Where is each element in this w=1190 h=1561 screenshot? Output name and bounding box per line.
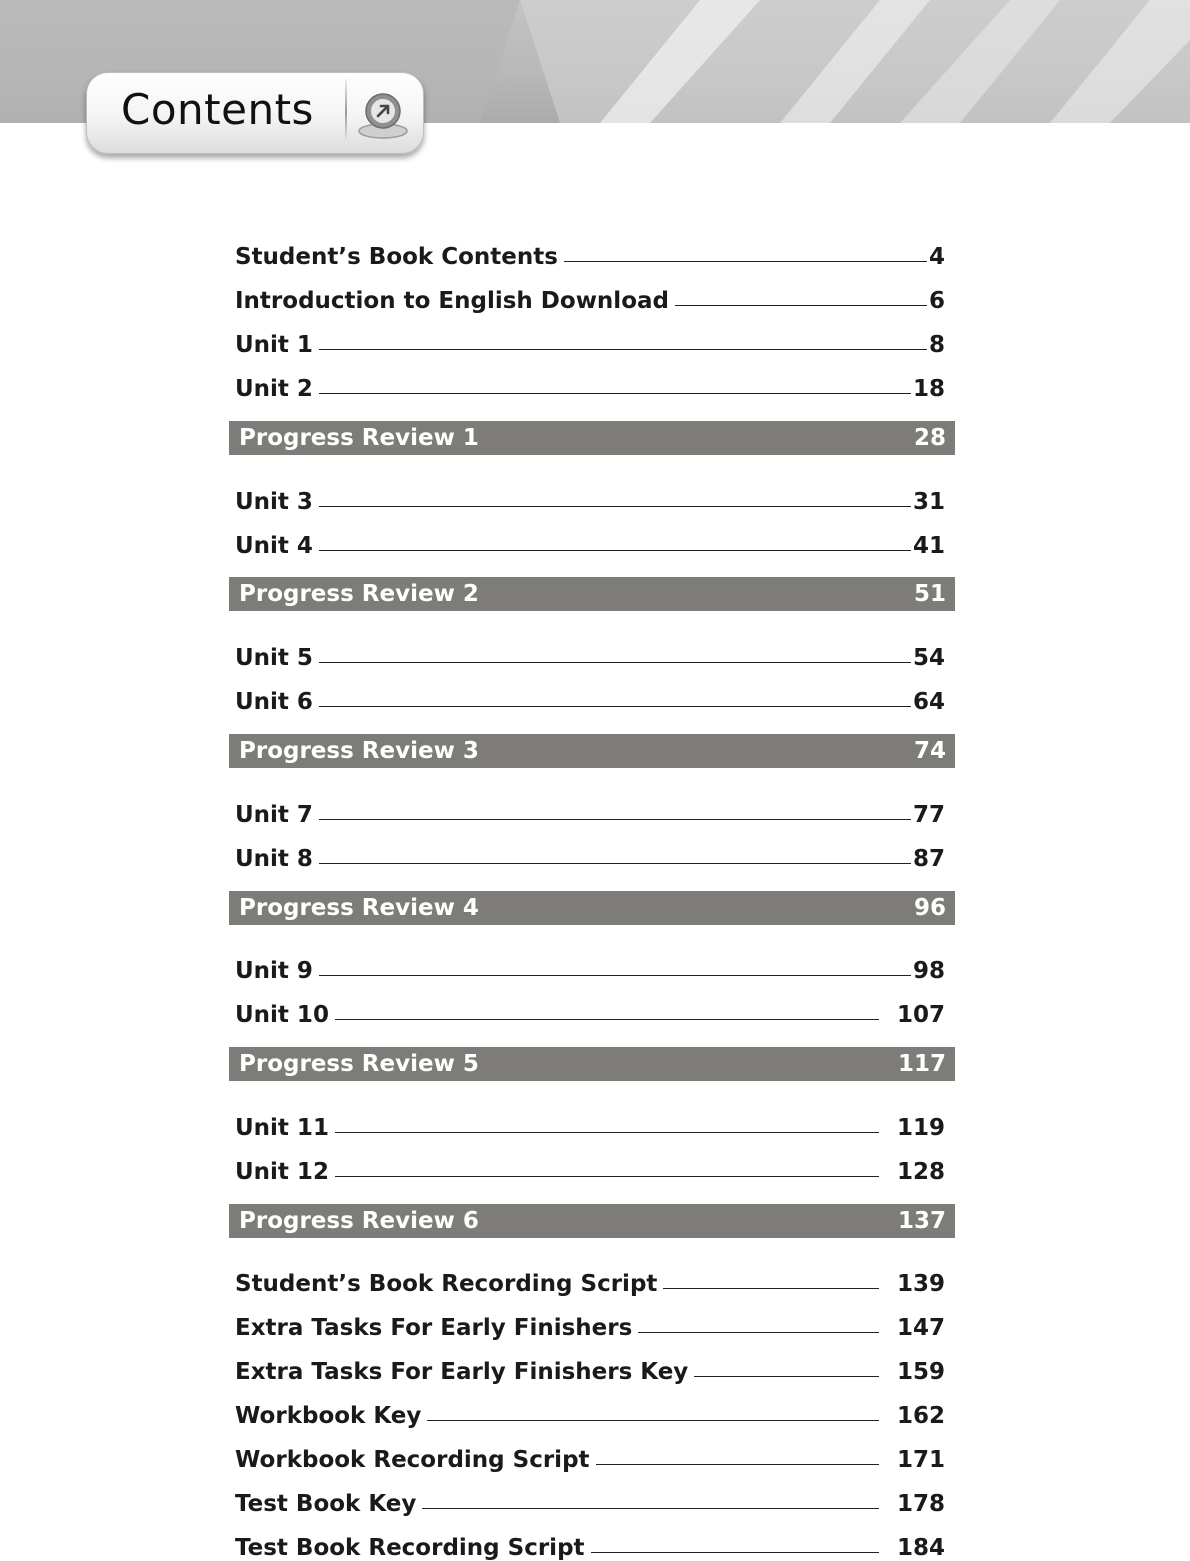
toc-page-number: 147 bbox=[896, 1315, 945, 1341]
toc-label: Progress Review 6 bbox=[239, 1208, 479, 1234]
toc-page-number: 4 bbox=[928, 244, 945, 270]
toc-label: Introduction to English Download bbox=[235, 288, 669, 314]
toc-page-number: 96 bbox=[913, 895, 946, 921]
toc-page-number: 64 bbox=[912, 689, 945, 715]
toc-page-number: 8 bbox=[928, 332, 945, 358]
toc-label: Extra Tasks For Early Finishers Key bbox=[235, 1359, 689, 1385]
progress-review-bar[interactable] bbox=[229, 421, 955, 455]
toc-page-number: 54 bbox=[912, 645, 945, 671]
toc-label: Workbook Key bbox=[235, 1403, 422, 1429]
toc-label: Unit 3 bbox=[235, 489, 313, 515]
dot-leader bbox=[663, 1287, 879, 1289]
toc-entry[interactable] bbox=[235, 631, 945, 671]
toc-label: Extra Tasks For Early Finishers bbox=[235, 1315, 633, 1341]
dot-leader bbox=[319, 661, 911, 663]
dot-leader bbox=[319, 974, 911, 976]
toc-label: Unit 7 bbox=[235, 802, 313, 828]
toc-label: Unit 4 bbox=[235, 533, 313, 559]
dot-leader bbox=[319, 705, 911, 707]
toc-entry[interactable] bbox=[235, 362, 945, 402]
toc-entry[interactable] bbox=[235, 675, 945, 715]
toc-label: Test Book Key bbox=[235, 1491, 417, 1517]
toc-entry[interactable] bbox=[235, 788, 945, 828]
toc-page-number: 128 bbox=[896, 1159, 945, 1185]
dot-leader bbox=[596, 1463, 879, 1465]
toc-entry[interactable] bbox=[235, 1345, 945, 1385]
dot-leader bbox=[319, 392, 911, 394]
toc-entry[interactable] bbox=[235, 988, 945, 1028]
toc-label: Unit 2 bbox=[235, 376, 313, 402]
progress-review-bar[interactable] bbox=[229, 577, 955, 611]
progress-review-bar[interactable] bbox=[229, 734, 955, 768]
toc-label: Student’s Book Contents bbox=[235, 244, 558, 270]
dot-leader bbox=[335, 1175, 879, 1177]
toc-label: Student’s Book Recording Script bbox=[235, 1271, 658, 1297]
toc-label: Unit 12 bbox=[235, 1159, 329, 1185]
dot-leader bbox=[335, 1018, 879, 1020]
toc-page-number: 137 bbox=[897, 1208, 946, 1234]
toc-label: Unit 9 bbox=[235, 958, 313, 984]
page-title: Contents bbox=[121, 85, 314, 134]
toc-label: Unit 8 bbox=[235, 846, 313, 872]
dot-leader bbox=[319, 818, 911, 820]
toc-entry[interactable] bbox=[235, 318, 945, 358]
arrow-button-icon bbox=[355, 87, 411, 141]
toc-label: Progress Review 5 bbox=[239, 1051, 479, 1077]
progress-review-bar[interactable] bbox=[229, 891, 955, 925]
toc-label: Unit 11 bbox=[235, 1115, 329, 1141]
dot-leader bbox=[675, 304, 927, 306]
toc-label: Workbook Recording Script bbox=[235, 1447, 590, 1473]
toc-page-number: 119 bbox=[896, 1115, 945, 1141]
toc-page-number: 184 bbox=[896, 1535, 945, 1561]
toc-entry[interactable] bbox=[235, 1145, 945, 1185]
toc-label: Progress Review 1 bbox=[239, 425, 479, 451]
dot-leader bbox=[427, 1419, 879, 1421]
toc-page-number: 107 bbox=[896, 1002, 945, 1028]
toc-entry[interactable] bbox=[235, 519, 945, 559]
toc-entry[interactable] bbox=[235, 1477, 945, 1517]
toc-page-number: 117 bbox=[897, 1051, 946, 1077]
toc-entry[interactable] bbox=[235, 944, 945, 984]
toc-entry[interactable] bbox=[235, 1257, 945, 1297]
toc-page-number: 139 bbox=[896, 1271, 945, 1297]
dot-leader bbox=[638, 1331, 879, 1333]
toc-page-number: 31 bbox=[912, 489, 945, 515]
toc-page-number: 77 bbox=[912, 802, 945, 828]
toc-label: Unit 5 bbox=[235, 645, 313, 671]
toc-page-number: 28 bbox=[913, 425, 946, 451]
toc-label: Unit 6 bbox=[235, 689, 313, 715]
toc-label: Progress Review 2 bbox=[239, 581, 479, 607]
dot-leader bbox=[319, 549, 911, 551]
toc-page-number: 74 bbox=[913, 738, 946, 764]
dot-leader bbox=[319, 505, 911, 507]
toc-page-number: 178 bbox=[896, 1491, 945, 1517]
toc-label: Progress Review 3 bbox=[239, 738, 479, 764]
toc-page-number: 6 bbox=[928, 288, 945, 314]
toc-page-number: 41 bbox=[912, 533, 945, 559]
toc-entry[interactable] bbox=[235, 1301, 945, 1341]
toc-entry[interactable] bbox=[235, 832, 945, 872]
dot-leader bbox=[319, 862, 911, 864]
toc-entry[interactable] bbox=[235, 1389, 945, 1429]
contents-title-tab bbox=[86, 72, 424, 154]
toc-label: Test Book Recording Script bbox=[235, 1535, 585, 1561]
dot-leader bbox=[422, 1507, 879, 1509]
toc-page-number: 162 bbox=[896, 1403, 945, 1429]
toc-entry[interactable] bbox=[235, 274, 945, 314]
toc-page-number: 87 bbox=[912, 846, 945, 872]
toc-label: Progress Review 4 bbox=[239, 895, 479, 921]
dot-leader bbox=[564, 260, 927, 262]
toc-entry[interactable] bbox=[235, 1433, 945, 1473]
toc-page-number: 51 bbox=[913, 581, 946, 607]
toc-label: Unit 1 bbox=[235, 332, 313, 358]
toc-page-number: 18 bbox=[912, 376, 945, 402]
toc-page-number: 98 bbox=[912, 958, 945, 984]
toc-entry[interactable] bbox=[235, 1521, 945, 1561]
toc-page-number: 171 bbox=[896, 1447, 945, 1473]
toc-entry[interactable] bbox=[235, 475, 945, 515]
toc-entry[interactable] bbox=[235, 230, 945, 270]
progress-review-bar[interactable] bbox=[229, 1204, 955, 1238]
toc-page-number: 159 bbox=[896, 1359, 945, 1385]
dot-leader bbox=[319, 348, 927, 350]
progress-review-bar[interactable] bbox=[229, 1047, 955, 1081]
tab-divider bbox=[345, 79, 347, 145]
dot-leader bbox=[694, 1375, 879, 1377]
toc-entry[interactable] bbox=[235, 1101, 945, 1141]
toc-label: Unit 10 bbox=[235, 1002, 329, 1028]
dot-leader bbox=[591, 1551, 879, 1553]
dot-leader bbox=[335, 1131, 879, 1133]
